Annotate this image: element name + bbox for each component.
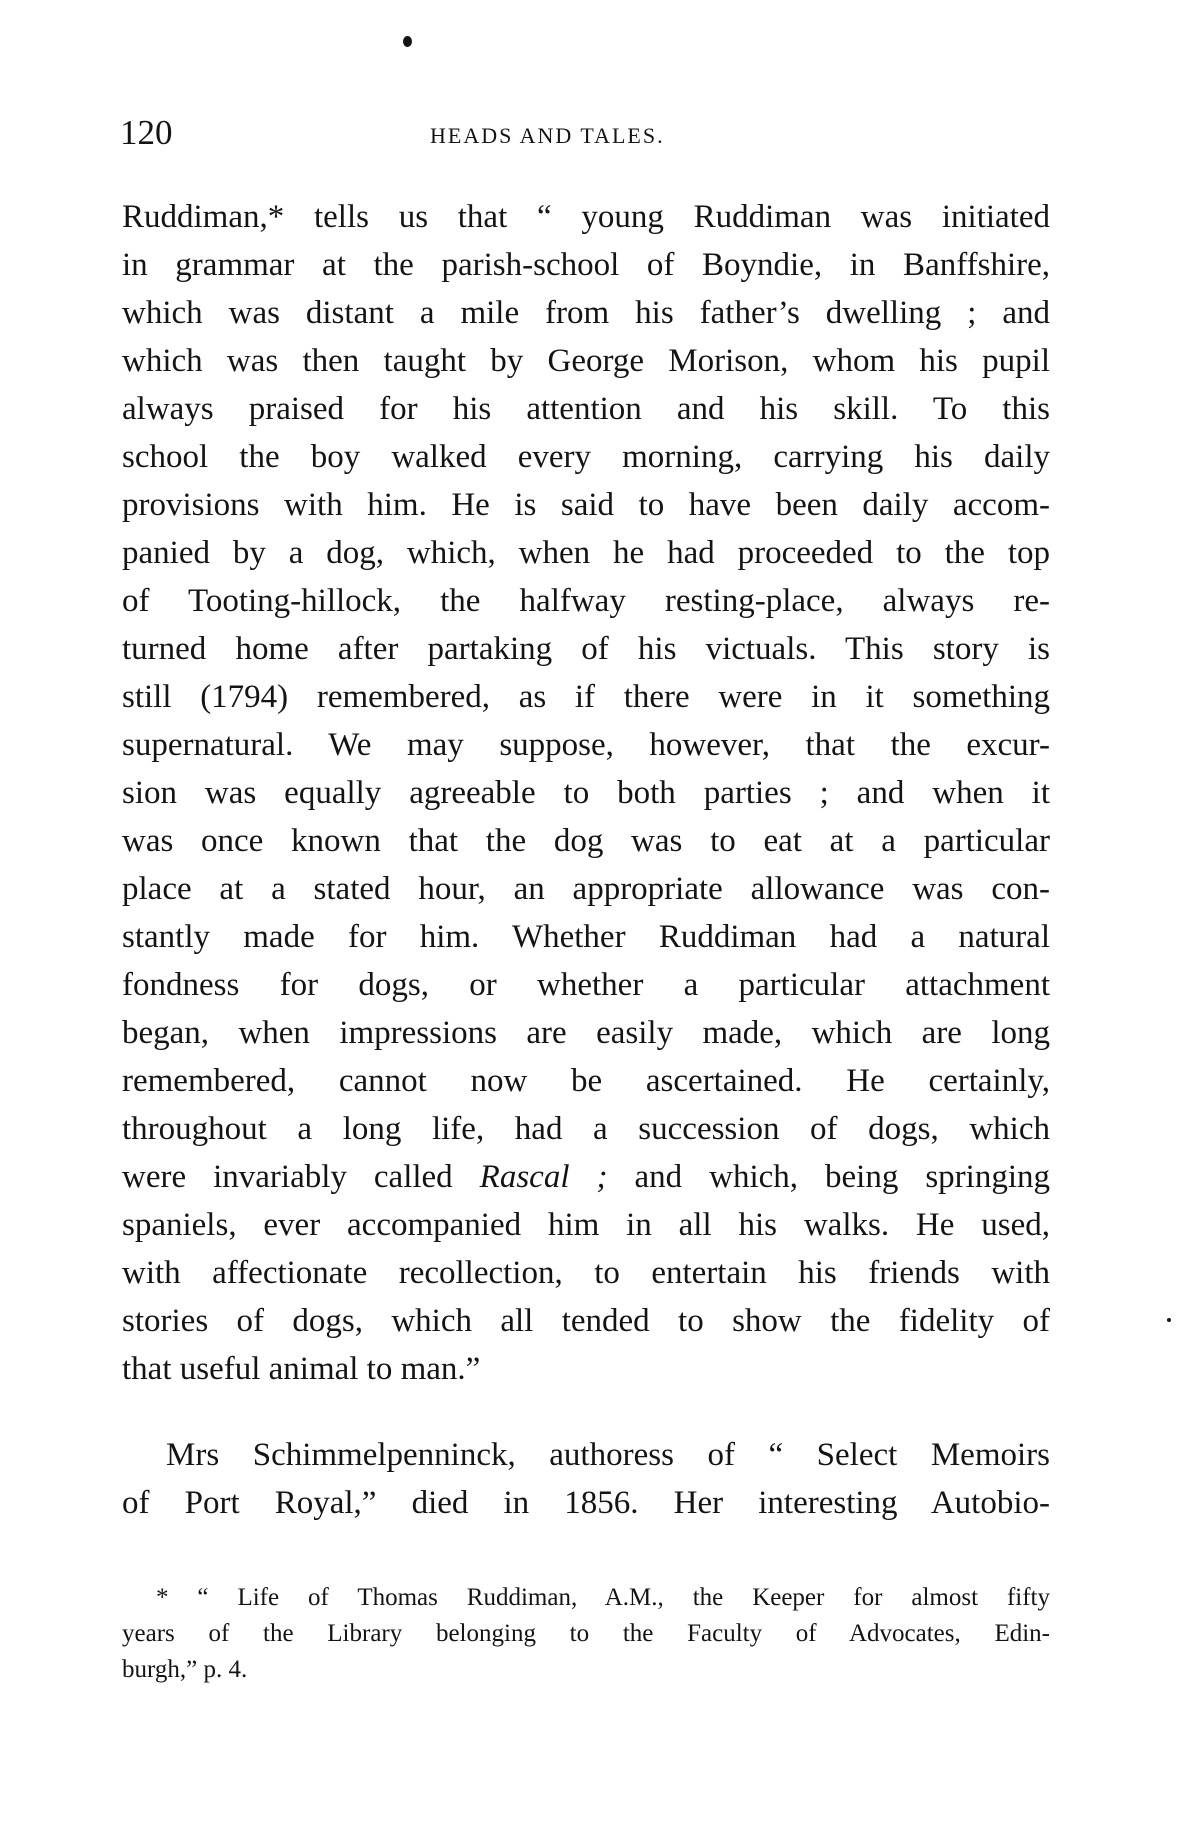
text-line: sion was equally agreeable to both parties ; and when it [122, 775, 1050, 811]
text-line: which was then taught by George Morison, whom his pupil [122, 343, 1050, 379]
text-line: provisions with him. He is said to have been daily accom- [122, 487, 1050, 523]
text-line: with affectionate recollection, to entertain his friends with [122, 1255, 1050, 1291]
running-header [120, 113, 1050, 153]
text-line: that useful animal to man.” [122, 1351, 481, 1387]
text-line: always praised for his attention and his skill. To this [122, 391, 1050, 427]
text-line: still (1794) remembered, as if there were in it something [122, 679, 1050, 715]
text-line: school the boy walked every morning, carrying his daily [122, 439, 1050, 475]
text-line: began, when impressions are easily made, which are long [122, 1015, 1050, 1051]
page-number: 120 [120, 113, 173, 152]
text-line: of Tooting-hillock, the halfway resting-place, always re- [122, 583, 1050, 619]
text-line: which was distant a mile from his father’s dwelling ; and [122, 295, 1050, 331]
body-paragraph-1 [122, 193, 1050, 1393]
text-line: was once known that the dog was to eat at a particular [122, 823, 1050, 859]
text-line: Mrs Schimmelpenninck, authoress of “ Select Memoirs [166, 1437, 1050, 1473]
body-paragraph-2 [122, 1431, 1050, 1527]
ink-speck-margin [1167, 1318, 1171, 1322]
text-line: stantly made for him. Whether Ruddiman had a natural [122, 919, 1050, 955]
footnote-line: * “ Life of Thomas Ruddiman, A.M., the Keeper for almost fifty [156, 1584, 1050, 1611]
text-line: place at a stated hour, an appropriate allowance was con- [122, 871, 1050, 907]
footnote [122, 1580, 1050, 1688]
text-line: supernatural. We may suppose, however, that the excur- [122, 727, 1050, 763]
text-run: and which, being springing [607, 1159, 1050, 1195]
text-line: panied by a dog, which, when he had proceeded to the top [122, 535, 1050, 571]
text-line: throughout a long life, had a succession of dogs, which [122, 1111, 1050, 1147]
text-line-with-italic [122, 1153, 1050, 1201]
italic-dog-name: Rascal ; [479, 1159, 608, 1195]
footnote-line: years of the Library belonging to the Faculty of Advocates, Edin- [122, 1620, 1050, 1647]
text-line: remembered, cannot now be ascertained. He certainly, [122, 1063, 1050, 1099]
ink-speck [403, 36, 412, 47]
text-run: were invariably called [122, 1159, 480, 1195]
text-line: turned home after partaking of his victuals. This story is [122, 631, 1050, 667]
text-line: fondness for dogs, or whether a particular attachment [122, 967, 1050, 1003]
text-line: stories of dogs, which all tended to show the fidelity of [122, 1303, 1050, 1339]
running-title: HEADS AND TALES. [430, 123, 665, 148]
text-line: spaniels, ever accompanied him in all his walks. He used, [122, 1207, 1050, 1243]
text-line: in grammar at the parish-school of Boyndie, in Banffshire, [122, 247, 1050, 283]
text-line: of Port Royal,” died in 1856. Her interesting Autobio- [122, 1485, 1050, 1521]
footnote-line: burgh,” p. 4. [122, 1656, 248, 1683]
text-line: Ruddiman,* tells us that “ young Ruddiman was initiated [122, 199, 1050, 235]
